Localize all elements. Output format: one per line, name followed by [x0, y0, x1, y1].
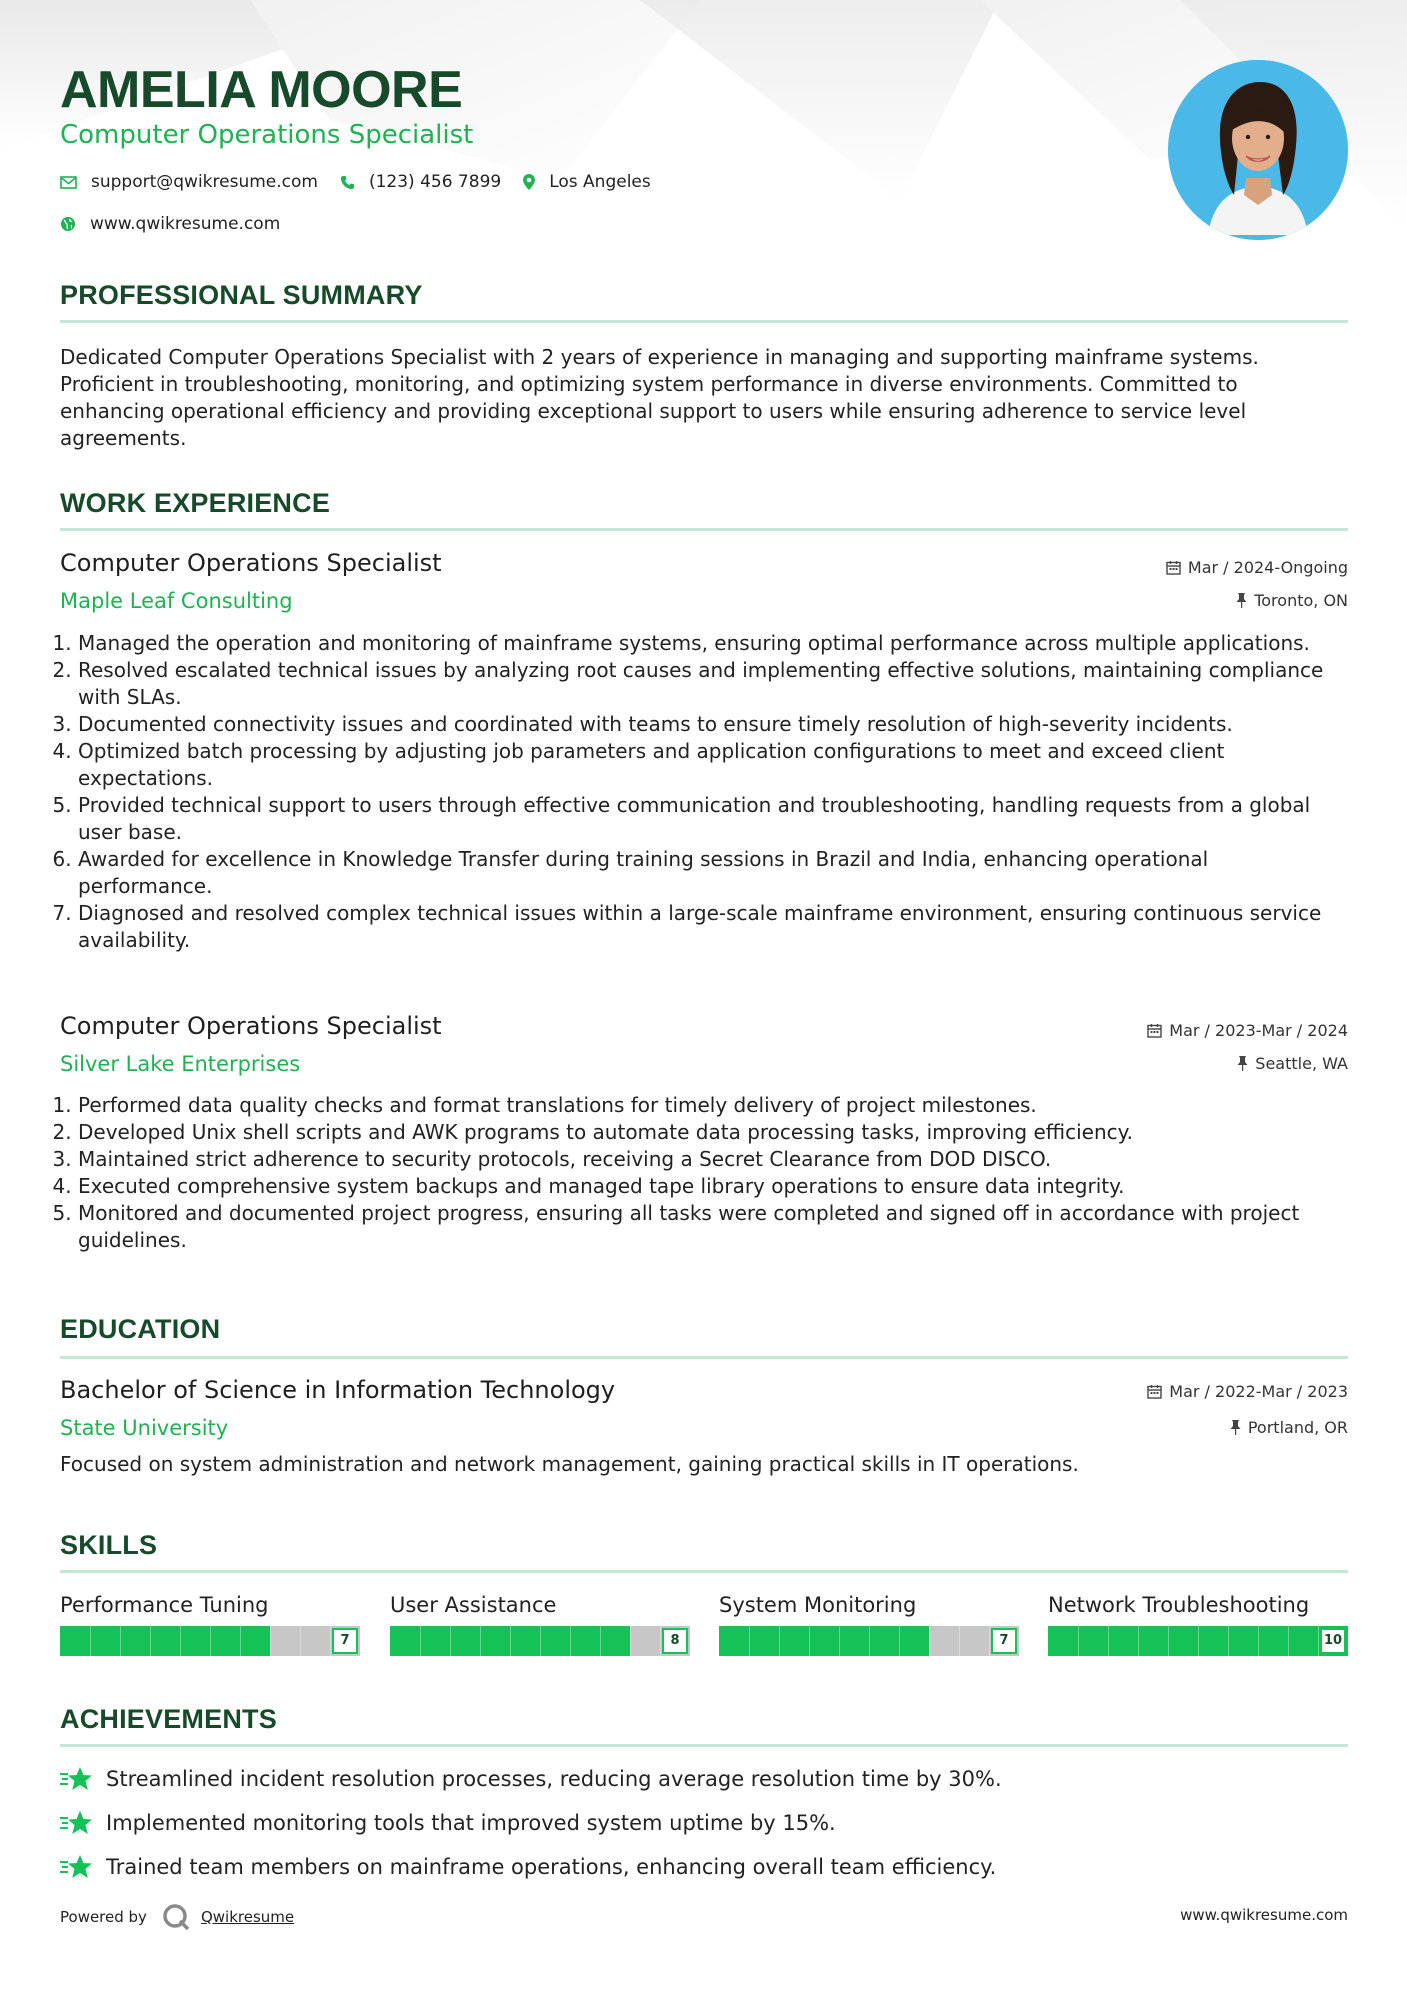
skill-bar-segment — [270, 1626, 271, 1656]
candidate-name: AMELIA MOORE — [60, 61, 463, 119]
phone-text: (123) 456 7899 — [368, 172, 502, 192]
email-text: support@qwikresume.com — [91, 172, 318, 192]
skill-score: 7 — [991, 1628, 1017, 1654]
experience-divider — [60, 528, 1348, 531]
powered-by-label: Powered by — [60, 1908, 147, 1926]
portrait-illustration — [1168, 60, 1348, 240]
education-degree: Bachelor of Science in Information Technology — [60, 1376, 616, 1404]
skill-bar — [1048, 1626, 1348, 1656]
list-item: 2. Developed Unix shell scripts and AWK programs to automate data processing tasks, improving efficiency. — [78, 1119, 1328, 1146]
skill-bar-segment — [1108, 1626, 1109, 1656]
skill-score: 10 — [1320, 1628, 1346, 1654]
globe-icon — [60, 216, 76, 232]
skill-bar-segment — [1138, 1626, 1139, 1656]
footer — [60, 1902, 1348, 1932]
skill-bar-fill — [60, 1626, 270, 1656]
qwikresume-logo-icon — [161, 1902, 191, 1932]
education-dates — [1147, 1382, 1348, 1401]
job-2-company: Silver Lake Enterprises — [60, 1052, 301, 1076]
achievement-item — [60, 1854, 996, 1880]
skill-bar-segment — [839, 1626, 840, 1656]
education-school: State University — [60, 1416, 229, 1440]
star-badge-icon — [60, 1810, 92, 1836]
job-1-bullets — [60, 630, 1328, 954]
list-item: 5. Provided technical support to users through effective communication and troubleshooting, handling requests from a global user base. — [78, 792, 1328, 846]
contact-phone[interactable] — [340, 172, 501, 192]
qwikresume-link[interactable]: Qwikresume — [200, 1908, 295, 1926]
skill-user-assistance — [390, 1590, 690, 1656]
list-item: 4. Optimized batch processing by adjusting job parameters and application configurations to meet and exceed client expectations. — [78, 738, 1328, 792]
skill-bar-segment — [150, 1626, 151, 1656]
skill-system-monitoring — [719, 1590, 1019, 1656]
skills-heading: SKILLS — [60, 1530, 158, 1560]
calendar-icon — [1166, 560, 1181, 575]
skill-bar-segment — [1258, 1626, 1259, 1656]
contact-row — [60, 172, 673, 192]
skill-bar — [719, 1626, 1019, 1656]
pushpin-icon — [1230, 1420, 1241, 1435]
skill-score: 7 — [332, 1628, 358, 1654]
skill-bar-segment — [1228, 1626, 1229, 1656]
skill-bar-segment — [899, 1626, 900, 1656]
footer-website[interactable]: www.qwikresume.com — [1180, 1906, 1348, 1924]
job-1-company: Maple Leaf Consulting — [60, 589, 293, 613]
achievement-text: Streamlined incident resolution processes, reducing average resolution time by 30%. — [106, 1767, 1002, 1791]
skill-bar-segment — [660, 1626, 661, 1656]
skill-bar-segment — [120, 1626, 121, 1656]
profile-photo — [1168, 60, 1348, 240]
envelope-icon — [60, 176, 77, 189]
skill-bar-segment — [929, 1626, 930, 1656]
job-2-dates-text: Mar / 2023-Mar / 2024 — [1169, 1021, 1348, 1040]
skill-bar-segment — [540, 1626, 541, 1656]
calendar-icon — [1147, 1023, 1162, 1038]
skill-performance-tuning — [60, 1590, 360, 1656]
pushpin-icon — [1236, 593, 1247, 608]
education-description: Focused on system administration and network management, gaining practical skills in IT operations. — [60, 1452, 1079, 1476]
education-dates-text: Mar / 2022-Mar / 2023 — [1169, 1382, 1348, 1401]
skill-bar-segment — [809, 1626, 810, 1656]
education-location-text: Portland, OR — [1247, 1418, 1348, 1437]
achievement-text: Trained team members on mainframe operations, enhancing overall team efficiency. — [106, 1855, 997, 1879]
summary-text: Dedicated Computer Operations Specialist with 2 years of experience in managing and supporting mainframe systems. Proficient in troubleshooting, monitoring, and optimizing system performance in diverse environments. Committed to enhancing operational efficiency and providing exceptional support to users while ensuring adherence to service level agreements. — [60, 345, 1259, 450]
experience-heading: WORK EXPERIENCE — [60, 488, 331, 518]
skill-bar-segment — [330, 1626, 331, 1656]
skill-bar-segment — [510, 1626, 511, 1656]
list-item: 3. Maintained strict adherence to security protocols, receiving a Secret Clearance from DOD DISCO. — [78, 1146, 1328, 1173]
achievement-item — [60, 1766, 1002, 1792]
skill-bar-segment — [869, 1626, 870, 1656]
job-2-location-text: Seattle, WA — [1255, 1054, 1348, 1073]
skill-bar-fill — [719, 1626, 929, 1656]
skills-grid — [60, 1590, 1348, 1660]
list-item: 1. Managed the operation and monitoring of mainframe systems, ensuring optimal performance across multiple applications. — [78, 630, 1328, 657]
skill-name: User Assistance — [390, 1593, 557, 1617]
skill-bar-segment — [420, 1626, 421, 1656]
contact-location — [523, 172, 651, 192]
skill-score: 8 — [662, 1628, 688, 1654]
list-item: 6. Awarded for excellence in Knowledge Transfer during training sessions in Brazil and India, enhancing operational performance. — [78, 846, 1328, 900]
skill-bar-segment — [1168, 1626, 1169, 1656]
skill-bar — [60, 1626, 360, 1656]
skill-bar-segment — [210, 1626, 211, 1656]
skill-name: Performance Tuning — [60, 1593, 269, 1617]
job-1-location — [1236, 591, 1348, 610]
powered-by — [60, 1902, 294, 1932]
contact-email[interactable] — [60, 172, 318, 192]
skill-bar-segment — [1198, 1626, 1199, 1656]
skill-bar-segment — [570, 1626, 571, 1656]
candidate-role: Computer Operations Specialist — [60, 120, 474, 150]
skill-bar-segment — [300, 1626, 301, 1656]
skill-bar-segment — [180, 1626, 181, 1656]
skill-bar-segment — [749, 1626, 750, 1656]
map-pin-icon — [523, 174, 535, 190]
skill-bar — [390, 1626, 690, 1656]
list-item: 2. Resolved escalated technical issues by analyzing root causes and implementing effective solutions, maintaining compliance with SLAs. — [78, 657, 1328, 711]
job-1-dates-text: Mar / 2024-Ongoing — [1187, 558, 1348, 577]
education-heading: EDUCATION — [60, 1314, 221, 1344]
skill-bar-segment — [989, 1626, 990, 1656]
skill-bar-segment — [1318, 1626, 1319, 1656]
skill-bar-segment — [480, 1626, 481, 1656]
achievement-item — [60, 1810, 836, 1836]
star-badge-icon — [60, 1766, 92, 1792]
skill-bar-segment — [1288, 1626, 1289, 1656]
achievements-divider — [60, 1744, 1348, 1747]
skill-bar-segment — [959, 1626, 960, 1656]
job-2-title: Computer Operations Specialist — [60, 1012, 442, 1040]
summary-heading: PROFESSIONAL SUMMARY — [60, 280, 423, 310]
list-item: 4. Executed comprehensive system backups and managed tape library operations to ensure data integrity. — [78, 1173, 1328, 1200]
skill-bar-segment — [240, 1626, 241, 1656]
job-1-dates — [1166, 558, 1348, 577]
website-row — [60, 214, 302, 234]
skill-bar-segment — [90, 1626, 91, 1656]
star-badge-icon — [60, 1854, 92, 1880]
phone-icon — [340, 175, 355, 190]
job-1-title: Computer Operations Specialist — [60, 549, 442, 577]
job-2-bullets — [60, 1092, 1328, 1254]
skill-bar-segment — [779, 1626, 780, 1656]
education-divider — [60, 1356, 1348, 1359]
skill-bar-segment — [450, 1626, 451, 1656]
website-text: www.qwikresume.com — [90, 214, 281, 234]
list-item: 1. Performed data quality checks and format translations for timely delivery of project milestones. — [78, 1092, 1328, 1119]
location-text: Los Angeles — [549, 172, 651, 192]
skill-bar-segment — [1078, 1626, 1079, 1656]
skills-divider — [60, 1570, 1348, 1573]
education-location — [1230, 1418, 1348, 1437]
job-2-dates — [1147, 1021, 1348, 1040]
skill-bar-segment — [630, 1626, 631, 1656]
achievements-heading: ACHIEVEMENTS — [60, 1704, 277, 1734]
skill-bar-segment — [600, 1626, 601, 1656]
list-item: 5. Monitored and documented project progress, ensuring all tasks were completed and signed off in accordance with project guidelines. — [78, 1200, 1328, 1254]
calendar-icon — [1147, 1384, 1162, 1399]
skill-network-troubleshooting — [1048, 1590, 1348, 1656]
pushpin-icon — [1237, 1056, 1248, 1071]
achievement-text: Implemented monitoring tools that improved system uptime by 15%. — [106, 1811, 836, 1835]
job-2-location — [1237, 1054, 1348, 1073]
job-1-location-text: Toronto, ON — [1254, 591, 1348, 610]
summary-divider — [60, 320, 1348, 323]
skill-name: Network Troubleshooting — [1048, 1593, 1310, 1617]
list-item: 7. Diagnosed and resolved complex technical issues within a large-scale mainframe environment, ensuring continuous service availability. — [78, 900, 1328, 954]
list-item: 3. Documented connectivity issues and coordinated with teams to ensure timely resolution of high-severity incidents. — [78, 711, 1328, 738]
skill-name: System Monitoring — [719, 1593, 917, 1617]
contact-website[interactable] — [60, 214, 280, 234]
